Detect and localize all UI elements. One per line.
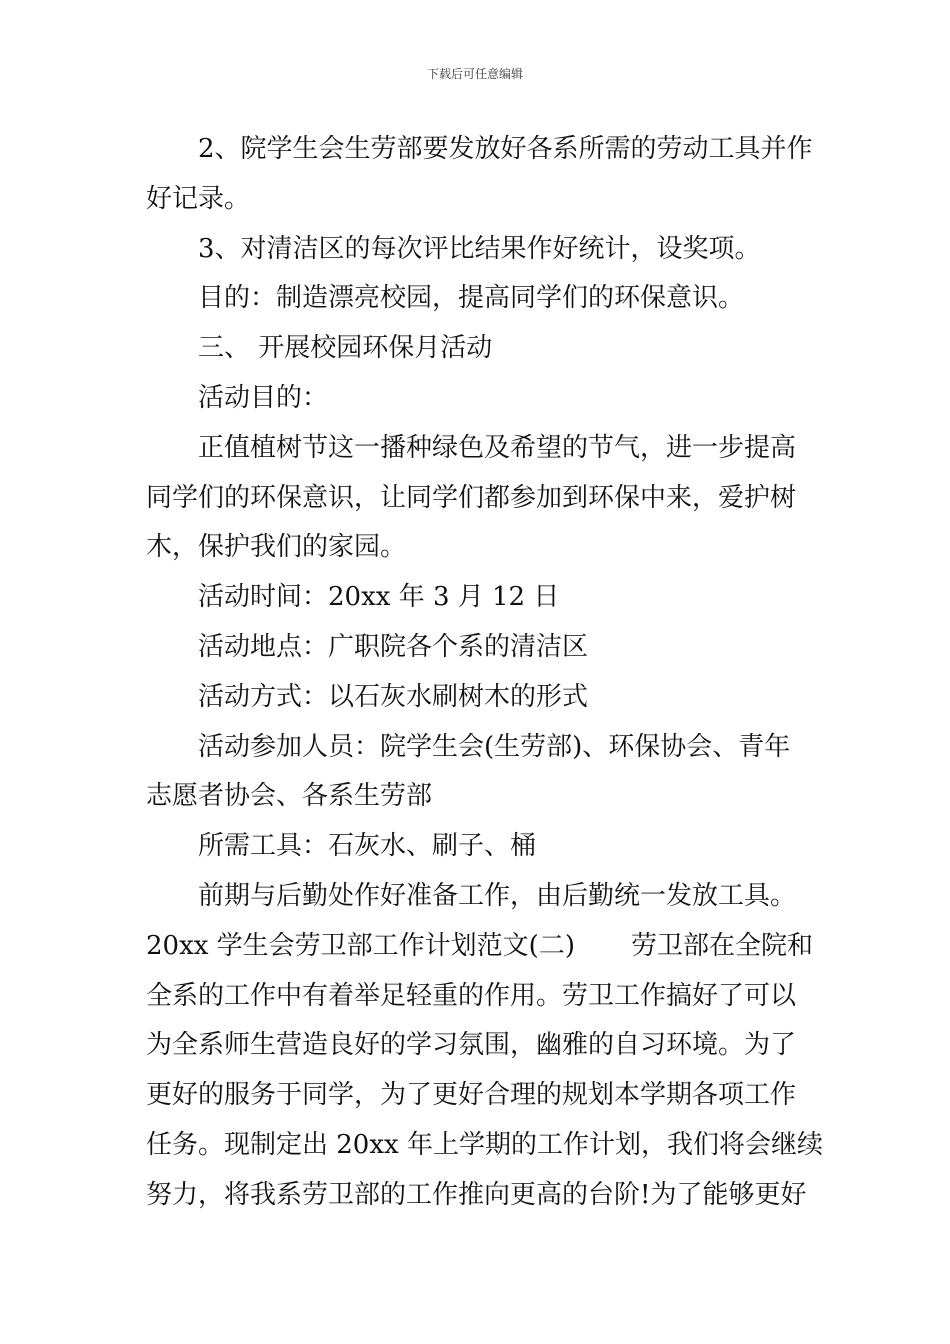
text-line: 志愿者协会、各系生劳部	[146, 781, 433, 812]
text-line	[146, 922, 813, 972]
document-body	[146, 125, 823, 1221]
text-line: 活动目的：	[198, 382, 329, 413]
text-fragment: 劳卫部在全院和	[630, 930, 813, 961]
text-line: 活动地点：广职院各个系的清洁区	[198, 631, 589, 662]
page-header-note: 下载后可任意编辑	[426, 67, 523, 81]
text-line: 活动时间：20xx 年 3 月 12 日	[198, 582, 560, 613]
text-line: 3、对清洁区的每次评比结果作好统计，设奖项。	[198, 233, 761, 264]
text-line: 2、院学生会生劳部要发放好各系所需的劳动工具并作	[198, 134, 813, 164]
text-line: 活动方式：以石灰水刷树木的形式	[198, 681, 589, 712]
text-line: 活动参加人员：院学生会(生劳部)、环保协会、青年	[198, 731, 791, 762]
text-line: 努力，将我系劳卫部的工作推向更高的台阶!为了能够更好	[146, 1179, 807, 1210]
text-line: 为全系师生营造良好的学习氛围，幽雅的自习环境。为了	[146, 1030, 797, 1061]
text-line: 所需工具：石灰水、刷子、桶	[198, 831, 537, 862]
text-line: 任务。现制定出 20xx 年上学期的工作计划，我们将会继续	[146, 1129, 823, 1160]
text-line: 全系的工作中有着举足轻重的作用。劳卫工作搞好了可以	[146, 980, 797, 1011]
section-heading: 三、 开展校园环保月活动	[198, 333, 493, 364]
text-line: 前期与后勤处作好准备工作，由后勤统一发放工具。	[198, 880, 797, 911]
text-line: 目的：制造漂亮校园，提高同学们的环保意识。	[198, 283, 745, 314]
text-line: 好记录。	[146, 183, 251, 214]
section-title: 20xx 学生会劳卫部工作计划范文(二)	[146, 930, 575, 961]
text-line: 同学们的环保意识，让同学们都参加到环保中来，爱护树	[146, 482, 797, 513]
text-line: 木，保护我们的家园。	[146, 532, 407, 563]
text-line: 正值植树节这一播种绿色及希望的节气，进一步提高	[198, 432, 797, 463]
text-line: 更好的服务于同学，为了更好合理的规划本学期各项工作	[146, 1080, 797, 1111]
